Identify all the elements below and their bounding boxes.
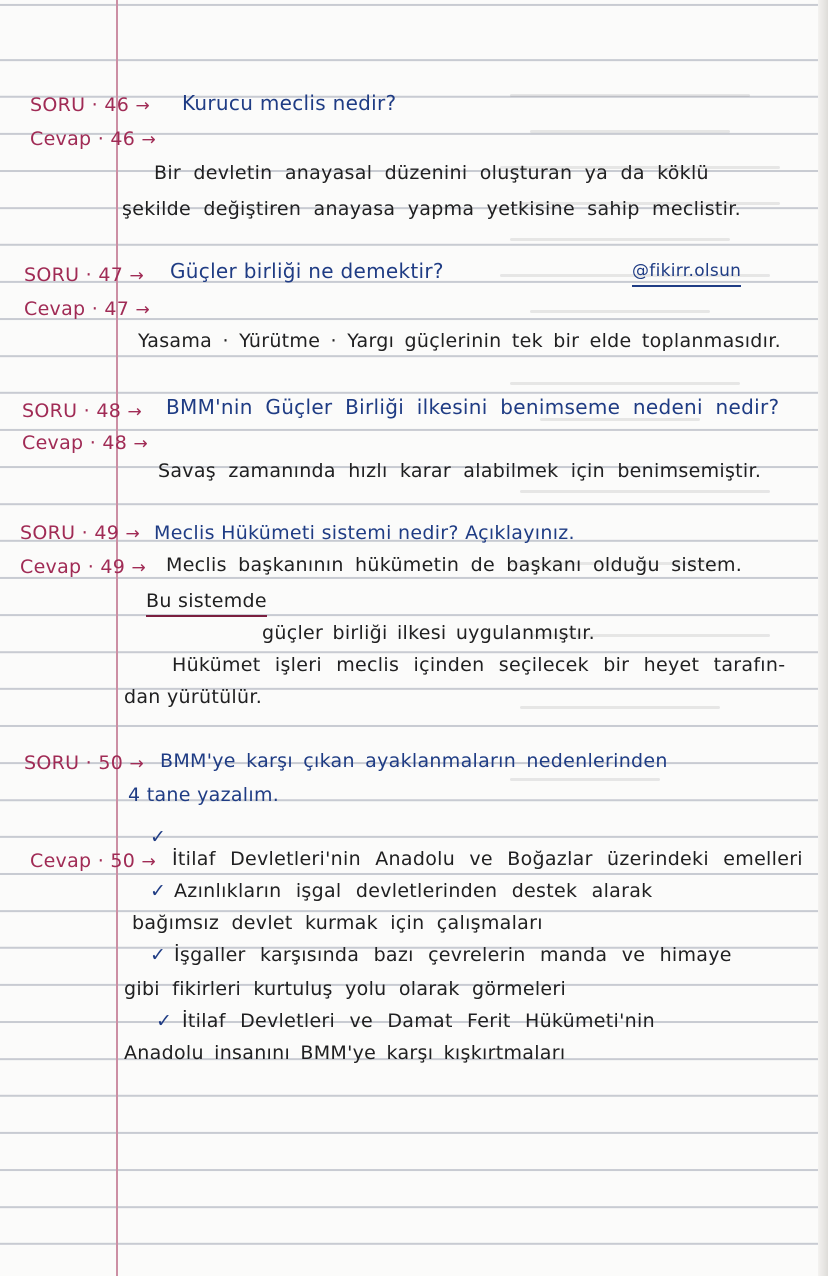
checkmark-icon: ✓: [150, 944, 167, 966]
answer-line: Yasama · Yürütme · Yargı güçlerinin tek bir elde toplanmasıdır.: [138, 330, 781, 352]
answer-line: dan yürütülür.: [124, 686, 263, 708]
answer-line: Savaş zamanında hızlı karar alabilmek için benimsemiştir.: [158, 460, 762, 482]
answer-label: Cevap · 48 →: [22, 432, 149, 454]
arrow-right-icon: →: [141, 852, 157, 872]
answer-line: Azınlıkların işgal devletlerinden destek alarak: [174, 880, 653, 902]
question-text: Güçler birliği ne demektir?: [170, 259, 444, 283]
watermark-handle: @fikirr.olsun: [632, 258, 741, 287]
answer-line: Meclis başkanının hükümetin de başkanı olduğu sistem.: [166, 554, 743, 576]
answer-line: gibi fikirleri kurtuluş yolu olarak görmeleri: [124, 978, 567, 1000]
bleed-through-text: [470, 82, 810, 802]
arrow-right-icon: →: [129, 754, 145, 774]
question-label: SORU · 50 →: [24, 752, 145, 774]
question-label: SORU · 46 →: [30, 94, 151, 116]
question-label: SORU · 47 →: [24, 264, 145, 286]
answer-label: Cevap · 47 →: [24, 298, 151, 320]
answer-label: Cevap · 46 →: [30, 128, 157, 150]
arrow-right-icon: →: [141, 130, 157, 150]
checkmark-icon: ✓: [156, 1010, 173, 1032]
question-label: SORU · 48 →: [22, 400, 143, 422]
answer-line: Bir devletin anayasal düzenini oluşturan ya da köklü: [154, 162, 709, 184]
arrow-right-icon: →: [135, 96, 151, 116]
answer-line: şekilde değiştiren anayasa yapma yetkisine sahip meclistir.: [122, 198, 741, 220]
answer-line: güçler birliği ilkesi uygulanmıştır.: [262, 622, 595, 644]
answer-line: İtilaf Devletleri ve Damat Ferit Hükümeti'nin: [182, 1010, 655, 1032]
answer-line: bağımsız devlet kurmak için çalışmaları: [132, 912, 543, 934]
arrow-right-icon: →: [135, 300, 151, 320]
question-text: BMM'nin Güçler Birliği ilkesini benimseme nedeni nedir?: [166, 395, 780, 419]
question-text: Kurucu meclis nedir?: [182, 91, 397, 115]
arrow-right-icon: →: [125, 524, 141, 544]
arrow-right-icon: →: [127, 402, 143, 422]
page-edge: [818, 0, 828, 1276]
question-text: BMM'ye karşı çıkan ayaklanmaların nedenlerinden: [160, 750, 668, 772]
checkmark-icon: ✓: [150, 880, 167, 902]
margin-line: [116, 0, 118, 1276]
question-text: Meclis Hükümeti sistemi nedir? Açıklayınız.: [154, 522, 575, 544]
checkmark-icon: ✓: [150, 826, 167, 848]
answer-label: Cevap · 49 →: [20, 556, 147, 578]
question-text: 4 tane yazalım.: [128, 784, 280, 806]
answer-line: Bu sistemde: [146, 588, 267, 617]
answer-label: Cevap · 50 →: [30, 850, 157, 872]
arrow-right-icon: →: [131, 558, 147, 578]
answer-line: Hükümet işleri meclis içinden seçilecek bir heyet tarafın-: [172, 654, 786, 676]
answer-line: İşgaller karşısında bazı çevrelerin manda ve himaye: [174, 944, 732, 966]
question-label: SORU · 49 →: [20, 522, 141, 544]
answer-line: Anadolu insanını BMM'ye karşı kışkırtmaları: [124, 1042, 566, 1064]
arrow-right-icon: →: [133, 434, 149, 454]
answer-line: İtilaf Devletleri'nin Anadolu ve Boğazlar üzerindeki emelleri: [172, 848, 803, 870]
arrow-right-icon: →: [129, 266, 145, 286]
